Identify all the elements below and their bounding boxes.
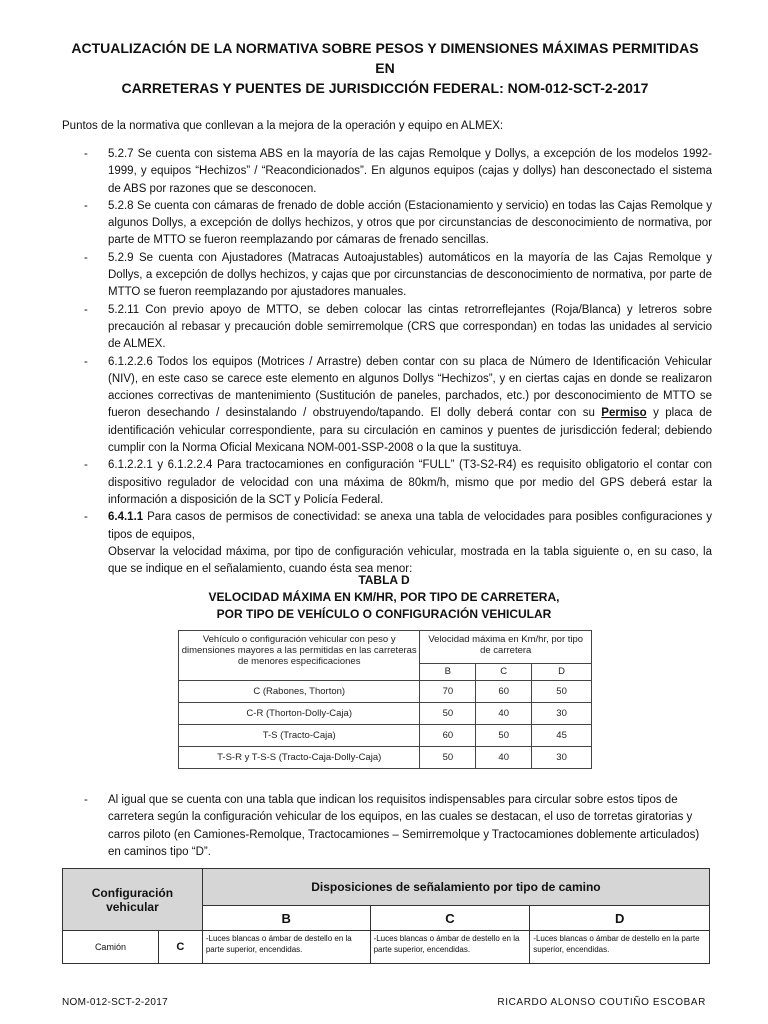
table-row [179,725,592,747]
table-d-title: TABLA D [358,573,410,587]
bullet-text: y placa de identificación vehicular correspondiente, para su circulación en caminos y puentes de jurisdicción federal; debiendo cumplir con la Norma Oficial Mexicana NOM-001-SSP-2008 o la que la sustituya. [108,407,712,455]
cell-d: 30 [532,703,592,725]
table-d-heading [0,572,768,623]
list-item: - 5.2.9 Se cuenta con Ajustadores (Matracas Autoajustables) automáticos en la mayoría de las Cajas Remolque y Dollys, a excepción de dollys hechizos, y cajas que por circunstancias de desconocimiento de normativa, por parte de MTTO se fueron reemplazando por ajustadores manuales. [84,250,712,302]
speed-table [178,630,592,769]
signage-table [62,868,710,964]
signage-col-d: D [530,906,710,931]
paragraph-text: Al igual que se cuenta con una tabla que indican los requisitos indispensables para circular sobre estos tipos de carretera según la configuración vehicular de los equipos, en las cuales se destacan, el uso de torretas giratorias y carros piloto (en Camiones-Remolque, Tractocamiones – Semirremolque y Tractocamiones doblemente articulados) en caminos tipo “D”. [108,794,700,858]
bullet-text: 6.1.2.2.6 Todos los equipos (Motrices / Arrastre) deben contar con su placa de Número de Identificación Vehicular (NIV), en este caso se carece este elemento en algunos Dollys “Hechizos”, y en ciertas cajas en donde se realizaron acciones correctivas de mantenimiento (Sustitución de paneles, parchados, etc.) por desconocimiento de MTTO se fueron desechando / desinstalando / obstruyendo/tapando. El dolly deberá contar con su [108,355,712,420]
cell-b: -Luces blancas o ámbar de destello en la parte superior, encendidas. [202,931,370,964]
cell-d: -Luces blancas o ámbar de destello en la parte superior, encendidas. [530,931,710,964]
cell-b: 50 [420,703,476,725]
table-d-subtitle-1: VELOCIDAD MÁXIMA EN KM/HR, POR TIPO DE CARRETERA, [208,590,560,604]
cell-d: 30 [532,747,592,769]
cell-c: 50 [476,725,532,747]
cell-b: 60 [420,725,476,747]
row-label: T-S-R y T-S-S (Tracto-Caja-Dolly-Caja) [179,747,420,769]
speed-table-col-b: B [420,663,476,680]
document-title [60,38,710,98]
table-row [179,747,592,769]
speed-table-col-d: D [532,663,592,680]
speed-table-header-vehicle: Vehículo o configuración vehicular con peso y dimensiones mayores a las permitidas en las carreteras de menores especificaciones [179,631,420,681]
cell-c: -Luces blancas o ámbar de destello en la parte superior, encendidas. [370,931,530,964]
cell-c: 60 [476,681,532,703]
signage-col-c: C [370,906,530,931]
list-item: - 5.2.7 Se cuenta con sistema ABS en la mayoría de las cajas Remolque y Dollys, a excepción de los modelos 1992-1999, y equipos “Hechizos” / “Reacondicionados”. En algunos equipos (cajas y dollys) han desconectado el sistema de ABS por razones que se desconocen. [84,146,712,198]
row-label: C-R (Thorton-Dolly-Caja) [179,703,420,725]
footer-doc-code: NOM-012-SCT-2-2017 [62,997,168,1008]
signage-header-config: Configuración vehicular [63,869,203,931]
list-item: - 6.1.2.2.1 y 6.1.2.2.4 Para tractocamiones en configuración “FULL” (T3-S2-R4) es requisito obligatorio el contar con dispositivo regulador de velocidad con una máxima de 80km/h, mismo que por medio del GPS deberá estar la información a disposición de la SCT y Policía Federal. [84,457,712,509]
cell-b: 50 [420,747,476,769]
dash-marker: - [84,794,88,806]
list-item: - 5.2.8 Se cuenta con cámaras de frenado de doble acción (Estacionamiento y servicio) en todas las Cajas Remolque y algunos Dollys, a excepción de dollys hechizos, y otros que por circunstancias de desconocimiento de normativa, por parte de MTTO se fueron reemplazando por cámaras de frenado sencillas. [84,198,712,250]
row-label: Camión [63,931,159,964]
bullet-text: Para casos de permisos de conectividad: se anexa una tabla de velocidades para posibles configuraciones y tipos de equipos, [108,511,712,541]
cell-c: 40 [476,703,532,725]
bullet-text: Observar la velocidad máxima, por tipo de configuración vehicular, mostrada en la tabla siguiente o, en su caso, la que se indique en el señalamiento, cuando ésta sea menor: [108,545,712,576]
list-item [84,509,712,578]
row-label: T-S (Tracto-Caja) [179,725,420,747]
permiso-emphasis: Permiso [601,407,647,420]
signage-header-dispositions: Disposiciones de señalamiento por tipo de camino [202,869,709,906]
row-code: C [158,931,202,964]
title-line-2: CARRETERAS Y PUENTES DE JURISDICCIÓN FEDERAL: NOM-012-SCT-2-2017 [121,80,649,96]
table-d-subtitle-2: POR TIPO DE VEHÍCULO O CONFIGURACIÓN VEHICULAR [216,607,552,621]
cell-b: 70 [420,681,476,703]
table-row [179,681,592,703]
intro-text: Puntos de la normativa que conllevan a la mejora de la operación y equipo en ALMEX: [62,120,504,132]
title-line-1: ACTUALIZACIÓN DE LA NORMATIVA SOBRE PESOS Y DIMENSIONES MÁXIMAS PERMITIDAS EN [71,40,699,76]
list-item: - 5.2.11 Con previo apoyo de MTTO, se deben colocar las cintas retrorreflejantes (Roja/Blanca) y letreros sobre precaución al rebasar y precaución doble semirremolque (CRS que correspondan) en todas las unidades al servicio de ALMEX. [84,302,712,354]
speed-table-header-speed: Velocidad máxima en Km/hr, por tipo de carretera [420,631,592,664]
section-code: 6.4.1.1 [108,511,144,524]
cell-d: 45 [532,725,592,747]
table-row [179,703,592,725]
bullet-list [84,146,712,578]
table-row [63,931,710,964]
signage-col-b: B [202,906,370,931]
cell-c: 40 [476,747,532,769]
list-item [84,354,712,458]
footer-author: RICARDO ALONSO COUTIÑO ESCOBAR [497,997,706,1008]
row-label: C (Rabones, Thorton) [179,681,420,703]
cell-d: 50 [532,681,592,703]
speed-table-col-c: C [476,663,532,680]
paragraph-signage [84,792,712,861]
